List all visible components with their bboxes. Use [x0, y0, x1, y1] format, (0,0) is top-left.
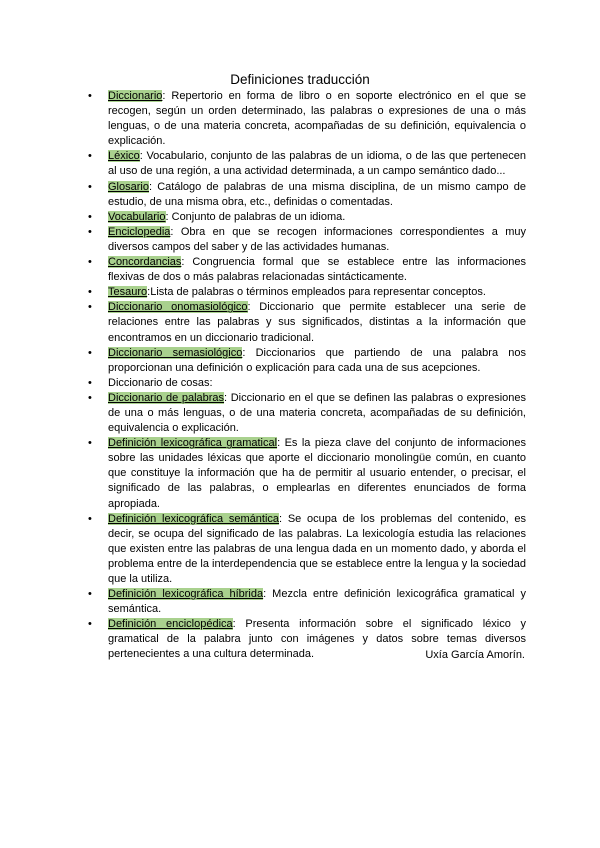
definition-text: Se ocupa de los problemas del contenido, es decir, se ocupa del significado de las palabras. La lexicología estudia las relaciones que existen entre las palabras de una lengua dada en un momento dado, y aborda el problema entre de la interdependencia que se establece entre la lengua y la sociedad que la utiliza. — [108, 512, 527, 585]
definition-text: Conjunto de palabras de un idioma. — [168, 210, 346, 223]
definition-term: Tesauro — [108, 286, 148, 299]
definition-item — [88, 255, 526, 285]
definition-text: Obra en que se recogen informaciones correspondientes a muy diversos campos del saber y de las actividades humanas. — [108, 225, 526, 253]
page-title: Definiciones traducción — [230, 72, 370, 87]
definition-term: Diccionario semasiológico — [108, 346, 243, 359]
definition-item — [88, 285, 526, 300]
definition-term: Definición enciclopédica — [108, 618, 233, 631]
definition-text: Es la pieza clave del conjunto de informaciones sobre las unidades léxicas que aporte el diccionario monolingüe común, en cuanto que constituye la información que ha de permitir al usuario entender, o precisar, el significado de las palabras, o emplearlas en diferentes enunciados de forma apropiada. — [108, 437, 526, 510]
term-separator: : — [181, 256, 185, 269]
definition-text: Diccionario en el que se definen las palabras o expresiones de una o más lenguas, o de una materia concreta, acompañadas de su definición, equivalencia o explicación. — [108, 391, 526, 435]
definition-term: Diccionario — [108, 90, 163, 102]
definition-term: Glosario — [108, 180, 149, 193]
term-separator: : — [139, 150, 143, 163]
definition-term: Léxico — [108, 150, 140, 163]
definition-item — [88, 300, 526, 345]
definition-item — [88, 89, 526, 149]
definition-list — [88, 89, 526, 663]
definition-term: Enciclopedia — [108, 225, 171, 238]
definition-text: Diccionarios que partiendo de una palabra nos proporcionan una definición o explicación para cada una de sus acepciones. — [108, 346, 527, 374]
definition-text: Presenta información sobre el significado léxico y gramatical de la palabra junto con imágenes y datos sobre temas diversos pertenecientes a una cultura determinada. — [108, 618, 526, 661]
definition-term: Diccionario onomasiológico — [108, 301, 248, 314]
term-separator: : — [242, 346, 246, 359]
definition-item — [88, 149, 526, 179]
definition-text: Congruencia formal que se establece entre las informaciones flexivas de dos o más palabras relacionadas sintácticamente. — [108, 256, 526, 284]
definition-term: Concordancias — [108, 256, 182, 269]
term-separator: : — [224, 391, 228, 404]
term-separator: : — [277, 437, 281, 450]
definition-term: Definición lexicográfica semántica — [108, 512, 280, 525]
term-separator: : — [165, 210, 169, 223]
term-separator: : — [247, 301, 251, 314]
term-separator: : — [232, 618, 236, 631]
definition-item — [88, 180, 526, 210]
definition-item — [88, 512, 526, 587]
term-separator: : — [263, 588, 267, 601]
definition-item — [88, 210, 526, 225]
definition-text: Diccionario que permite establecer una serie de relaciones entre las palabras y sus significados, distintas a la información que encontramos en un diccionario tradicional. — [108, 301, 526, 344]
definition-text: Mezcla entre definición lexicográfica gramatical y semántica. — [108, 588, 527, 616]
definition-text: Catálogo de palabras de una misma disciplina, de un mismo campo de estudio, de una misma obra, etc., definidas o comentadas. — [108, 180, 526, 208]
definition-text: Lista de palabras o términos empleados para representar conceptos. — [150, 286, 486, 299]
definition-item — [88, 346, 526, 376]
term-separator: : — [147, 286, 151, 299]
author-signature: Uxía García Amorín. — [425, 649, 525, 661]
definition-text: Diccionario de cosas: — [108, 376, 213, 389]
term-separator: : — [279, 512, 283, 525]
term-separator: : — [148, 180, 153, 193]
definition-item — [88, 376, 526, 391]
definition-item — [88, 587, 526, 617]
definition-term: Vocabulario — [108, 210, 166, 223]
definition-item — [88, 225, 526, 255]
definition-item — [88, 391, 526, 436]
definition-term: Definición lexicográfica gramatical — [108, 437, 278, 450]
definition-text: Vocabulario, conjunto de las palabras de un idioma, o de las que pertenecen al uso de una región, a una actividad determinada, a un campo semántico dado... — [108, 150, 526, 178]
term-separator: : — [170, 225, 174, 238]
definition-item — [88, 436, 526, 511]
definition-term: Definición lexicográfica híbrida — [108, 588, 264, 601]
term-separator: : — [162, 90, 166, 102]
definition-text: Repertorio en forma de libro o en soporte electrónico en el que se recogen, según un orden determinado, las palabras o expresiones de una o más lenguas, o de una materia concreta, acompañadas de su definición, equivalencia o explicación. — [108, 90, 526, 148]
definition-term: Diccionario de palabras — [108, 391, 225, 404]
